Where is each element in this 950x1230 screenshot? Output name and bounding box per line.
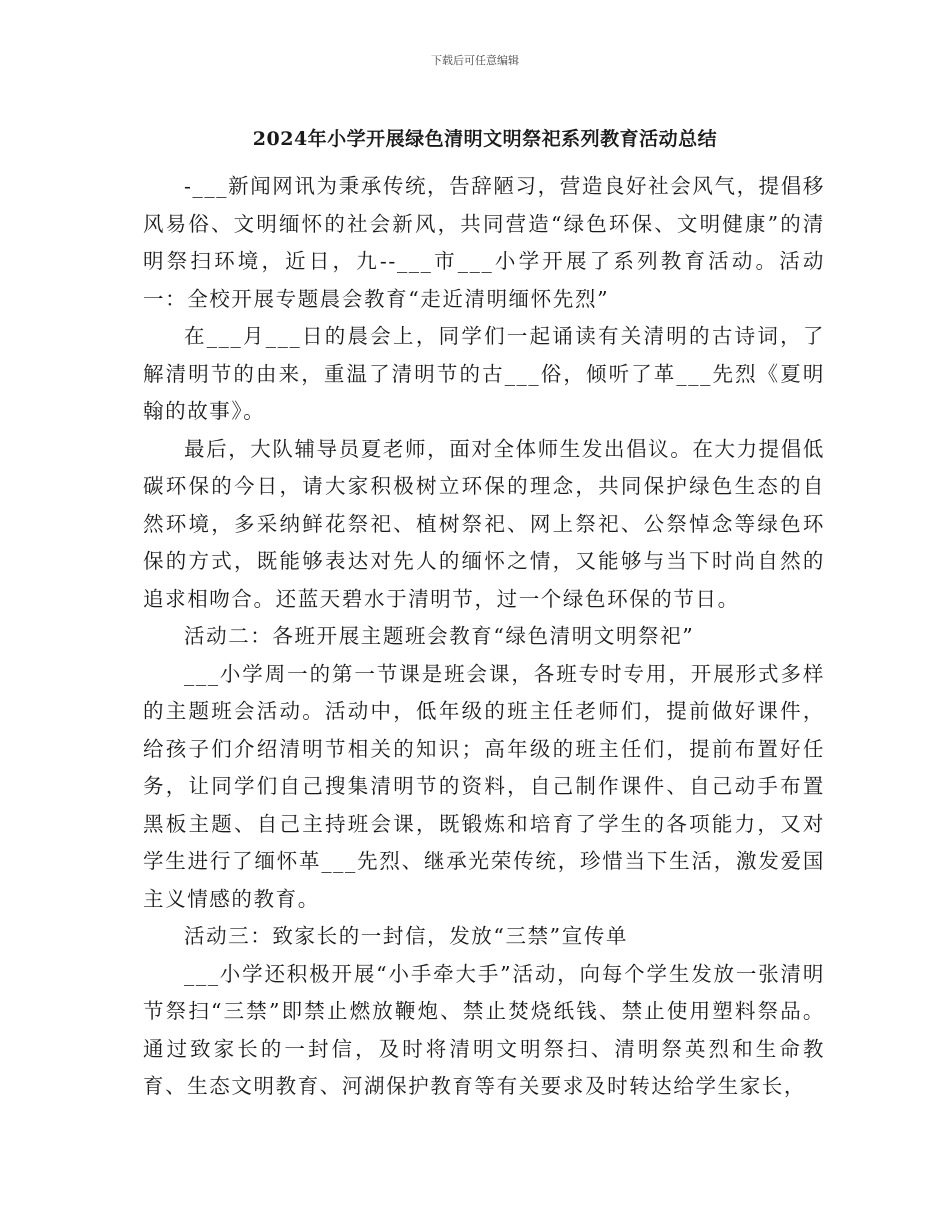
header-note: 下载后可任意编辑 bbox=[431, 54, 519, 67]
document-title: 2024年小学开展绿色清明文明祭祀系列教育活动总结 bbox=[252, 128, 718, 150]
paragraph-4-activity-two-heading: 活动二：各班开展主题班会教育“绿色清明文明祭祀” bbox=[184, 624, 695, 648]
paragraph-5: ___小学周一的第一节课是班会课，各班专时专用，开展形式多样的主题班会活动。活动中，低年级的班主任老师们，提前做好课件，给孩子们介绍清明节相关的知识；高年级的班主任们，提前布置好任务，让同学们自己搜集清明节的资料，自己制作课件、自己动手布置黑板主题、自己主持班会课，既锻炼和培育了学生的各项能力，又对学生进行了缅怀革___先烈、继承光荣传统，珍惜当下生活，激发爱国主义情感的教育。 bbox=[143, 661, 825, 911]
paragraph-6-activity-three-heading: 活动三：致家长的一封信，发放“三禁”宣传单 bbox=[184, 924, 629, 948]
paragraph-3: 最后，大队辅导员夏老师，面对全体师生发出倡议。在大力提倡低碳环保的今日，请大家积极树立环保的理念，共同保护绿色生态的自然环境，多采纳鲜花祭祀、植树祭祀、网上祭祀、公祭悼念等绿色环保的方式，既能够表达对先人的缅怀之情，又能够与当下时尚自然的追求相吻合。还蓝天碧水于清明节，过一个绿色环保的节日。 bbox=[143, 436, 825, 611]
paragraph-7: ___小学还积极开展“小手牵大手”活动，向每个学生发放一张清明节祭扫“三禁”即禁止燃放鞭炮、禁止焚烧纸钱、禁止使用塑料祭品。通过致家长的一封信，及时将清明文明祭扫、清明祭英烈和生命教育、生态文明教育、河湖保护教育等有关要求及时转达给学生家长， bbox=[143, 961, 825, 1098]
paragraph-2: 在___月___日的晨会上，同学们一起诵读有关清明的古诗词，了解清明节的由来，重温了清明节的古___俗，倾听了革___先烈《夏明翰的故事》。 bbox=[143, 324, 825, 423]
document-body bbox=[143, 168, 825, 1106]
paragraph-1: -___新闻网讯为秉承传统，告辞陋习，营造良好社会风气，提倡移风易俗、文明缅怀的社会新风，共同营造“绿色环保、文明健康”的清明祭扫环境，近日，九--___市___小学开展了系列教育活动。活动一：全校开展专题晨会教育“走近清明缅怀先烈” bbox=[143, 174, 825, 311]
